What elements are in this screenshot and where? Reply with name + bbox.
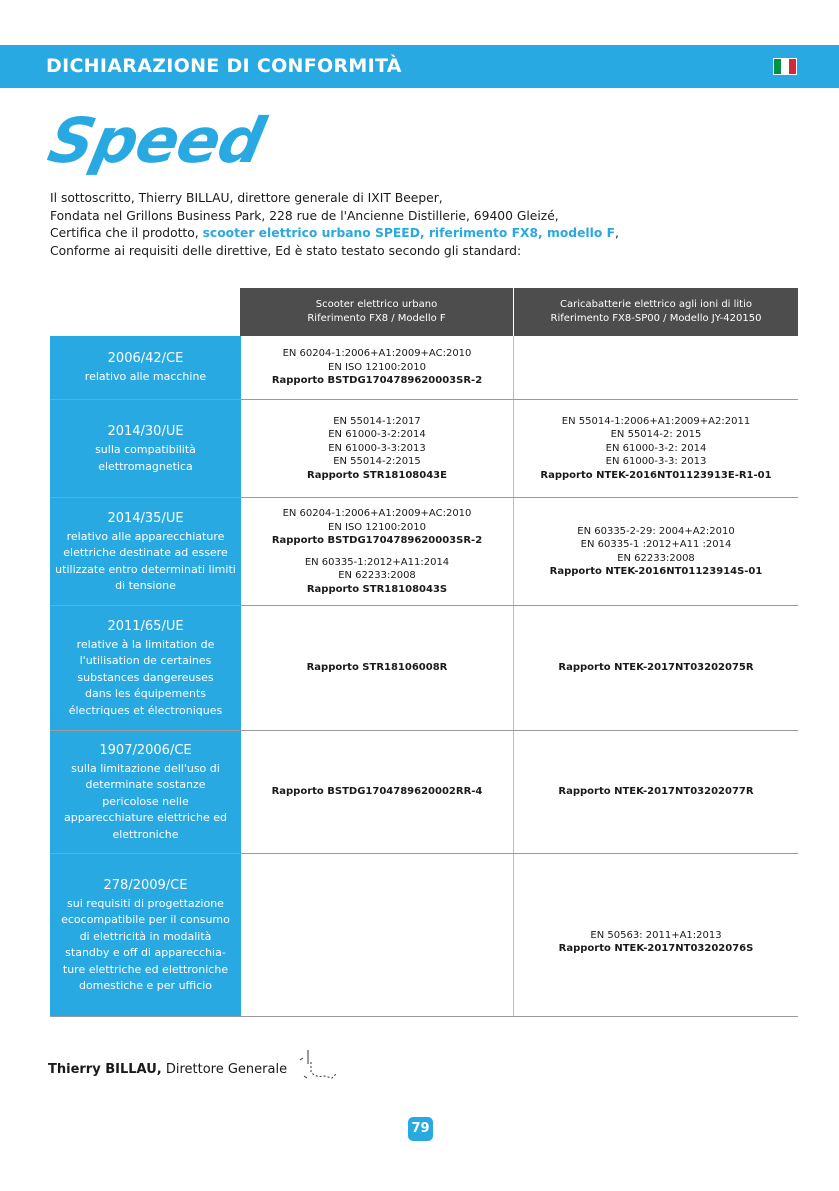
report-id: Rapporto STR18108043S	[306, 583, 448, 595]
table-cell	[514, 731, 798, 853]
intro-line: Conforme ai requisiti delle direttive, Ed è stato testato secondo gli standard:	[50, 243, 522, 258]
report-id: Rapporto NTEK-2017NT03202077R	[558, 786, 754, 798]
product-highlight: scooter elettrico urbano SPEED, riferimento FX8, modello F	[202, 226, 615, 240]
report-id: Rapporto NTEK-2017NT03202075R	[558, 662, 754, 674]
page-number: 79	[408, 1117, 433, 1141]
table-cell	[514, 606, 798, 730]
table-cell	[241, 731, 513, 853]
directive-label: 1907/2006/CE sulla limitazione dell'uso di determinate sostanze pericolose nelle apparecchiature elettriche ed elettroniche	[50, 731, 241, 853]
directive-label: 2006/42/CE relativo alle macchine	[50, 336, 241, 399]
report-id: Rapporto STR18106008R	[306, 662, 448, 674]
column-header-scooter: Scooter elettrico urbano Riferimento FX8 / Modello F	[240, 288, 513, 336]
row-divider	[50, 1016, 798, 1017]
report-id: Rapporto STR18108043E	[307, 469, 447, 481]
directive-label: 2011/65/UE relative à la limitation de l'utilisation de certaines substances dangereuses dans les équipements électriques et électroniques	[50, 606, 241, 730]
signatory: Thierry BILLAU, Direttore Generale	[48, 1062, 288, 1077]
table-cell	[241, 606, 513, 730]
handwritten-signature-icon	[280, 1048, 340, 1084]
table-cell: EN 60204-1:2006+A1:2009+AC:2010 EN ISO 12100:2010 Rapporto BSTDG1704789620003SR-2	[271, 348, 483, 387]
speed-logo: Speed	[42, 104, 271, 177]
table-cell: EN 60204-1:2006+A1:2009+AC:2010 EN ISO 12100:2010 Rapporto BSTDG1704789620003SR-2 EN 60335-1:2012+A11:2014 EN 62233:2008 Rapporto STR18108043S	[271, 508, 483, 595]
page-title: DICHIARAZIONE DI CONFORMITÀ	[46, 55, 402, 77]
intro-line: Il sottoscritto, Thierry BILLAU, direttore generale di IXIT Beeper,	[50, 191, 443, 205]
column-header-charger: Caricabatterie elettrico agli ioni di litio Riferimento FX8-SP00 / Modello JY-420150	[514, 288, 798, 336]
directive-label: 278/2009/CE sui requisiti di progettazione ecocompatibile per il consumo di elettricità in modalità standby e off di apparecchia- ture elettriche ed elettroniche domestiche e per ufficio	[50, 854, 241, 1016]
directive-label: 2014/30/UE sulla compatibilità elettromagnetica	[50, 400, 241, 497]
intro-line: Certifica che il prodotto, scooter elettrico urbano SPEED, riferimento FX8, modello F,	[50, 226, 619, 240]
report-id: Rapporto BSTDG1704789620003SR-2	[271, 535, 483, 546]
report-id: Rapporto NTEK-2017NT03202076S	[558, 943, 754, 954]
report-id: Rapporto BSTDG1704789620002RR-4	[271, 786, 483, 798]
report-id: Rapporto NTEK-2016NT01123914S-01	[549, 566, 763, 577]
report-id: Rapporto NTEK-2016NT01123913E-R1-01	[540, 469, 772, 481]
table-cell: EN 55014-1:2017 EN 61000-3-2:2014 EN 61000-3-3:2013 EN 55014-2:2015 Rapporto STR18108043E	[307, 415, 447, 481]
directive-label: 2014/35/UE relativo alle apparecchiature elettriche destinate ad essere utilizzate entro determinati limiti di tensione	[50, 498, 241, 605]
italy-flag-icon	[773, 58, 797, 75]
intro-paragraph	[50, 190, 810, 260]
table-cell: EN 50563: 2011+A1:2013 Rapporto NTEK-2017NT03202076S	[558, 929, 754, 954]
table-cell: EN 60335-2-29: 2004+A2:2010 EN 60335-1 :2012+A11 :2014 EN 62233:2008 Rapporto NTEK-2016NT01123914S-01	[549, 525, 763, 577]
report-id: Rapporto BSTDG1704789620003SR-2	[271, 375, 483, 387]
table-cell: EN 55014-1:2006+A1:2009+A2:2011 EN 55014-2: 2015 EN 61000-3-2: 2014 EN 61000-3-3: 2013 Rapporto NTEK-2016NT01123913E-R1-01	[540, 415, 772, 481]
intro-line: Fondata nel Grillons Business Park, 228 rue de l'Ancienne Distillerie, 69400 Gleizé,	[50, 208, 559, 223]
